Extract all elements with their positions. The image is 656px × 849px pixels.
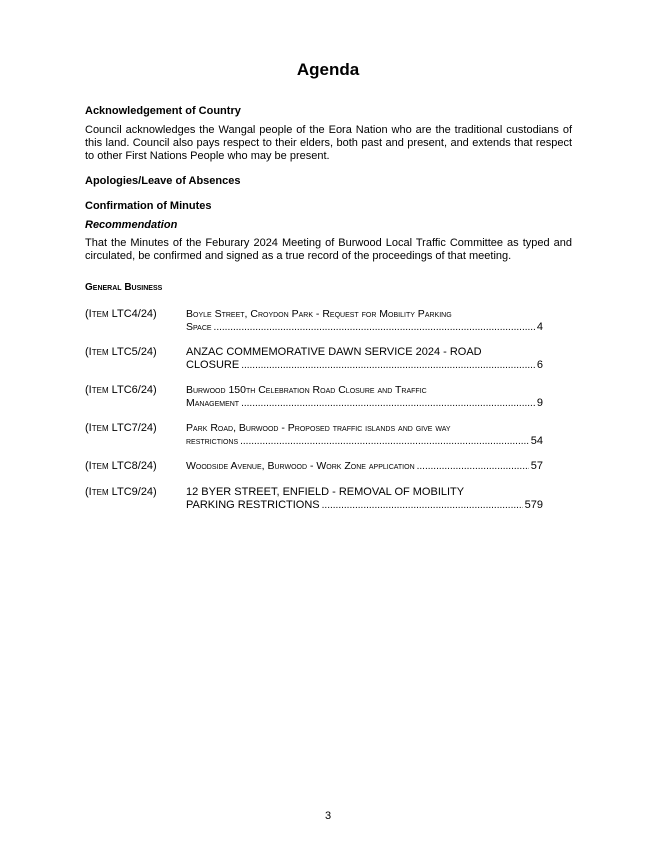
business-item-page: 57 <box>530 460 543 472</box>
page-number: 3 <box>324 810 332 822</box>
business-item-title <box>186 486 543 512</box>
business-item-title-line1: Boyle Street, Croydon Park - Request for Mobility Parking <box>186 308 452 320</box>
business-item-page: 579 <box>524 499 543 511</box>
dot-leader <box>241 397 535 410</box>
business-item-title <box>186 460 543 473</box>
business-item-title-line2: Space <box>186 321 212 333</box>
business-item-title-line2: Woodside Avenue, Burwood - Work Zone application <box>186 460 415 472</box>
business-item-title-line2: CLOSURE <box>186 359 240 371</box>
business-item-title-line2: PARKING RESTRICTIONS <box>186 499 320 511</box>
dot-leader <box>241 359 535 372</box>
business-item-title-line1: Park Road, Burwood - Proposed traffic islands and give way <box>186 422 451 434</box>
business-item-ref: (Item LTC4/24) <box>85 308 157 320</box>
recommendation-text: That the Minutes of the Feburary 2024 Meeting of Burwood Local Traffic Committee as typed and circulated, be confirmed and signed as a true record of the proceedings of that meeting. <box>85 237 572 262</box>
dot-leader <box>322 499 523 512</box>
business-item <box>85 308 543 338</box>
business-item <box>85 346 543 376</box>
business-item-page: 6 <box>536 359 543 371</box>
business-item-ref: (Item LTC8/24) <box>85 460 157 472</box>
business-item <box>85 422 543 452</box>
general-business-heading: General Business <box>85 282 163 293</box>
business-item-title-line2: restrictions <box>186 435 239 447</box>
business-item-title <box>186 308 543 334</box>
business-item-page: 54 <box>530 435 543 447</box>
business-item-ref: (Item LTC5/24) <box>85 346 157 358</box>
business-item-title-line2: Management <box>186 397 240 409</box>
dot-leader <box>214 321 535 334</box>
dot-leader <box>417 460 529 473</box>
business-item <box>85 486 543 516</box>
dot-leader <box>240 435 529 448</box>
confirmation-heading: Confirmation of Minutes <box>85 200 212 212</box>
business-item-title-line1: Burwood 150th Celebration Road Closure and Traffic <box>186 384 427 396</box>
business-item <box>85 384 543 414</box>
business-item-page: 4 <box>536 321 543 333</box>
apologies-heading: Apologies/Leave of Absences <box>85 175 241 187</box>
business-item-title-line1: ANZAC COMMEMORATIVE DAWN SERVICE 2024 - ROAD <box>186 346 482 358</box>
business-item-ref: (Item LTC7/24) <box>85 422 157 434</box>
page-title: Agenda <box>296 60 360 79</box>
business-item-title <box>186 346 543 372</box>
business-item-ref: (Item LTC6/24) <box>85 384 157 396</box>
business-item-ref: (Item LTC9/24) <box>85 486 157 498</box>
business-item-title <box>186 384 543 410</box>
acknowledgement-heading: Acknowledgement of Country <box>85 105 241 117</box>
business-item-title <box>186 422 543 448</box>
acknowledgement-text: Council acknowledges the Wangal people of the Eora Nation who are the traditional custodians of this land. Council also pays respect to their elders, both past and present, and extends that respect to other First Nations People who may be present. <box>85 124 572 162</box>
business-item-page: 9 <box>536 397 543 409</box>
recommendation-heading: Recommendation <box>85 219 178 231</box>
business-item-title-line1: 12 BYER STREET, ENFIELD - REMOVAL OF MOBILITY <box>186 486 465 498</box>
